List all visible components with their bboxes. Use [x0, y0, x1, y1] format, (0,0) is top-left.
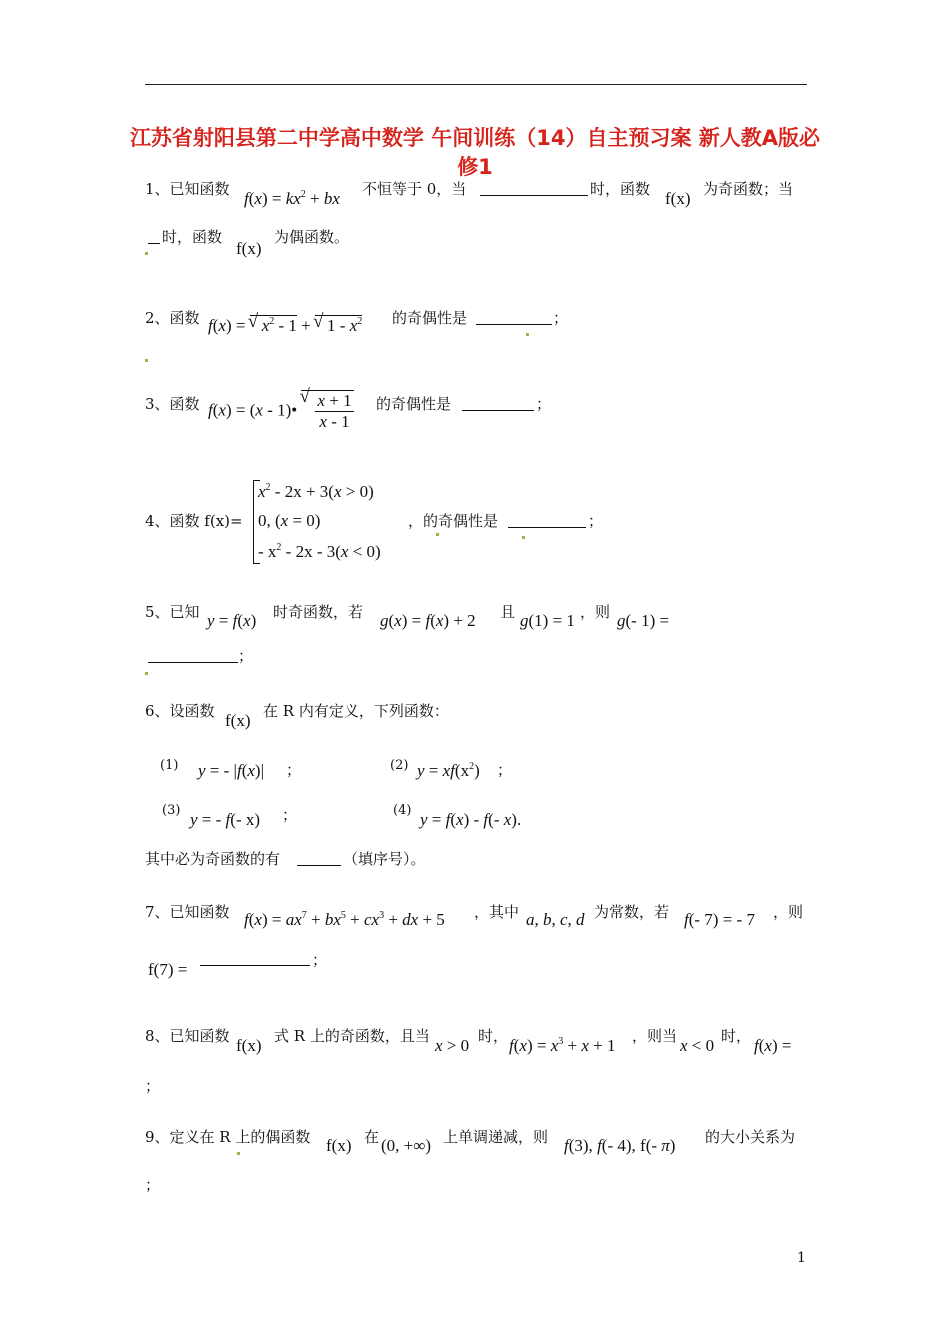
q8-end: ；: [145, 1077, 161, 1095]
q8-cond-2: x < 0: [680, 1036, 715, 1055]
q4-case-3: - $x^2 - 2x - 3(x < 0)$: [258, 542, 381, 561]
q6-fx: f(x): [225, 711, 251, 730]
q7-mid1: ，其中: [474, 903, 520, 921]
q6-option-3-label: (3): [162, 803, 181, 818]
q7-ask: f(7) =: [148, 960, 188, 979]
q9-fx: f(x): [326, 1136, 352, 1155]
q9-interval: (0, +∞): [381, 1136, 432, 1155]
q4-dot-2: [436, 521, 439, 540]
q5-c: g(1) = 1: [520, 611, 575, 630]
q2-blank[interactable]: [476, 309, 552, 325]
q4-dot: [522, 524, 525, 543]
page-number: 1: [797, 1250, 806, 1266]
q6-suffix: 在 R 内有定义，下列函数：: [263, 702, 449, 720]
q2-end: ；: [553, 309, 569, 327]
q1-blank-2[interactable]: [148, 228, 160, 244]
q8-cond-1: x > 0: [435, 1036, 470, 1055]
q6-option-2: $y = xf(x^2)$: [417, 761, 480, 780]
q7-formula: $f(x) = ax^7 + bx^5 + cx^3$ + dx + 5: [244, 910, 445, 929]
q8-ask: f(x) =: [754, 1036, 792, 1055]
q8-mid2: 时，: [478, 1027, 509, 1045]
q6-option-4: y = f(x) - f(- x).: [420, 810, 522, 829]
q3-blank[interactable]: [462, 395, 534, 411]
q7-cond: f(- 7) = - 7: [684, 910, 755, 929]
q2-formula: f(x) = √ $x^2 - 1$ + √ $1 - x^2$: [208, 315, 362, 336]
q5-mid1: 时奇函数，若: [273, 603, 364, 621]
q3-end: ；: [536, 395, 552, 413]
q1-fx3: f(x): [236, 239, 262, 258]
q6-option-3: y = - f(- x): [190, 810, 261, 829]
q1-fx: f(x): [665, 189, 691, 208]
q2-prefix: 2、函数: [145, 309, 200, 327]
q5-b: g(x) = f(x) + 2: [380, 611, 476, 630]
q6-option-1-label: (1): [160, 758, 179, 773]
q1-line2a: 时，函数: [162, 228, 223, 246]
q8-mid1: 式 R 上的奇函数，且当: [274, 1027, 430, 1045]
q6-option-2-label: (2): [390, 758, 409, 773]
q1-mid1: 不恒等于 0，当: [362, 180, 467, 198]
q4-blank[interactable]: [508, 512, 586, 528]
q3-prefix: 3、函数: [145, 395, 200, 413]
q7-blank[interactable]: [200, 950, 310, 966]
q8-prefix: 8、已知函数: [145, 1027, 230, 1045]
q9-dot: [237, 1140, 240, 1159]
q4-prefix: 4、函数 f(x)=: [145, 512, 243, 530]
q6-last-end: （填序号）。: [343, 850, 426, 868]
q6-last: 其中必为奇函数的有: [145, 850, 281, 868]
q9-mid1: 在: [364, 1128, 380, 1146]
page-title: 江苏省射阳县第二中学高中数学 午间训练（14）自主预习案 新人教A版必修1: [129, 126, 821, 179]
q8-mid3: ，则当: [632, 1027, 678, 1045]
q1-blank-1[interactable]: [480, 180, 588, 196]
q1-prefix: 1、已知函数: [145, 180, 230, 198]
q2-dot: [526, 321, 529, 340]
q6-option-1-end: ；: [286, 761, 302, 779]
q7-mid2: 为常数，若: [594, 903, 670, 921]
q8-mid4: 时，: [721, 1027, 752, 1045]
q3-suffix: 的奇偶性是: [376, 395, 452, 413]
q4-suffix: ，的奇偶性是: [408, 512, 499, 530]
q7-end: ；: [312, 951, 328, 969]
q6-option-3-end: ；: [282, 806, 298, 824]
q1-formula: $f(x) = kx^2$ + bx: [244, 189, 340, 208]
q6-option-2-end: ；: [497, 761, 513, 779]
q9-values: f(3), f(- 4), f(- π): [564, 1136, 676, 1155]
q2-suffix: 的奇偶性是: [392, 309, 468, 327]
q9-mid3: 的大小关系为: [705, 1128, 796, 1146]
q8-def: $f(x) = x^3 + x + 1$: [509, 1036, 616, 1055]
q2-dot-2: [145, 347, 148, 366]
q7-consts: a, b, c, d: [526, 910, 585, 929]
q9-prefix: 9、定义在 R 上的偶函数: [145, 1128, 311, 1146]
q5-a: y = f(x): [207, 611, 257, 630]
q6-blank[interactable]: [297, 850, 341, 866]
q6-option-4-label: (4): [393, 803, 412, 818]
q5-end: ；: [238, 647, 254, 665]
q5-d: g(- 1) =: [617, 611, 670, 630]
q4-end: ；: [588, 512, 604, 530]
q3-formula: f(x) = (x - 1)• √ $\frac{x + 1}{x - 1}$: [208, 390, 354, 432]
q1-mid2: 时，函数: [590, 180, 651, 198]
q6-option-1: y = - |f(x)|: [198, 761, 264, 780]
q5-blank[interactable]: [148, 647, 238, 663]
q9-mid2: 上单调递减，则: [443, 1128, 549, 1146]
q1-mid3: 为奇函数；当: [703, 180, 794, 198]
q1-line2b: 为偶函数。: [274, 228, 350, 246]
q7-prefix: 7、已知函数: [145, 903, 230, 921]
q5-mid2: 且: [500, 603, 516, 621]
q5-mid3: ，则: [580, 603, 611, 621]
q4-case-2: 0, (x = 0): [258, 511, 321, 530]
q4-case-1: $x^2 - 2x + 3(x > 0)$: [258, 482, 374, 501]
q9-end: ；: [145, 1176, 161, 1194]
q5-prefix: 5、已知: [145, 603, 200, 621]
q8-fx: f(x): [236, 1036, 262, 1055]
header-rule: [145, 84, 807, 85]
q6-prefix: 6、设函数: [145, 702, 215, 720]
q7-mid3: ，则: [773, 903, 804, 921]
